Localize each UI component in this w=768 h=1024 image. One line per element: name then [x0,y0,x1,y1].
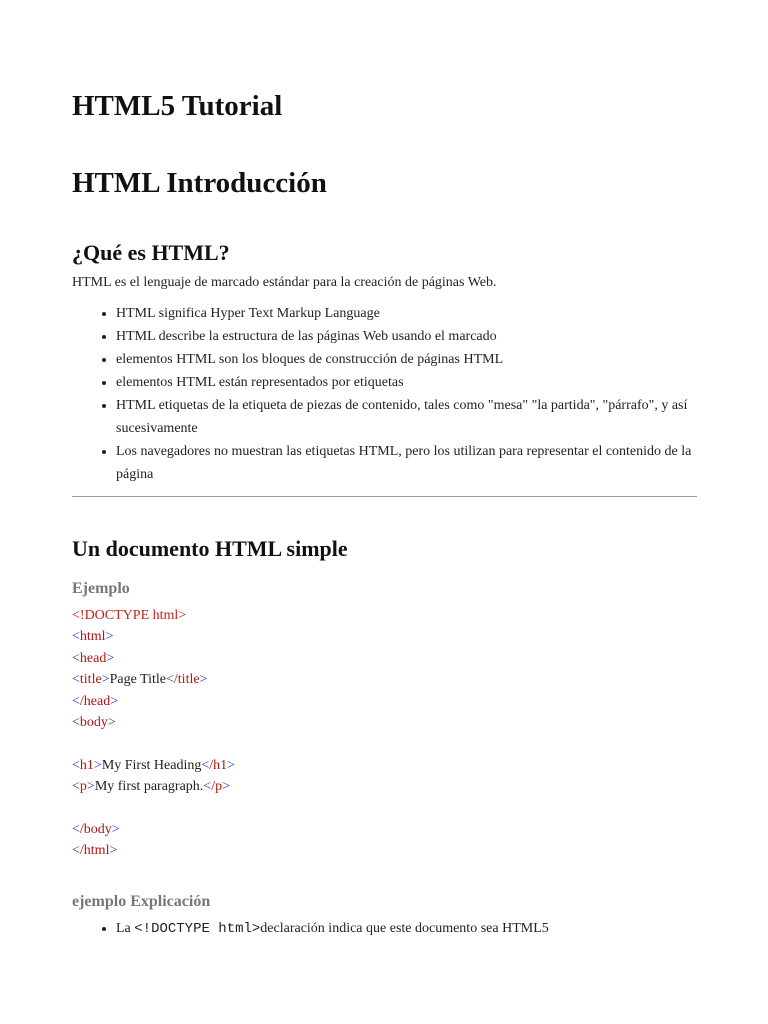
list-item: • HTML describe la estructura de las páginas Web usando el marcado [116,325,697,348]
list-item: • HTML etiquetas de la etiqueta de piezas de contenido, tales como "mesa" "la partida", "párrafo", y así sucesivamente [116,394,697,440]
list-item: • elementos HTML están representados por etiquetas [116,371,697,394]
code-line-blank [72,733,235,754]
intro-paragraph: HTML es el lenguaje de marcado estándar para la creación de páginas Web. [72,275,497,290]
code-example [72,605,235,862]
explanation-heading: ejemplo Explicación [72,893,211,910]
code-line: </head> [72,693,119,709]
example-label: Ejemplo [72,580,130,597]
definition-list [72,302,697,486]
explanation-list [72,918,697,940]
code-line-blank [72,798,235,819]
list-item: • Los navegadores no muestran las etiquetas HTML, pero los utilizan para representar el contenido de la página [116,440,697,486]
code-line: </html> [72,843,118,859]
section-title: HTML Introducción [72,167,327,199]
what-is-heading: ¿Qué es HTML? [72,240,230,265]
code-line: </body> [72,821,120,837]
code-line: <head> [72,650,115,666]
code-line: <p>My first paragraph.</p> [72,779,230,795]
code-line: <h1>My First Heading</h1> [72,757,236,773]
list-item: • elementos HTML son los bloques de construcción de páginas HTML [116,348,697,371]
list-item: • La <!DOCTYPE html>declaración indica que este documento sea HTML5 [116,918,697,940]
code-line: <!DOCTYPE html> [72,608,187,623]
page-title: HTML5 Tutorial [72,90,283,122]
code-line: <body> [72,714,116,730]
code-line: <html> [72,629,114,645]
code-line: <title>Page Title</title> [72,672,208,688]
simple-doc-heading: Un documento HTML simple [72,536,348,561]
divider [72,496,697,497]
list-item: • HTML significa Hyper Text Markup Language [116,302,697,325]
